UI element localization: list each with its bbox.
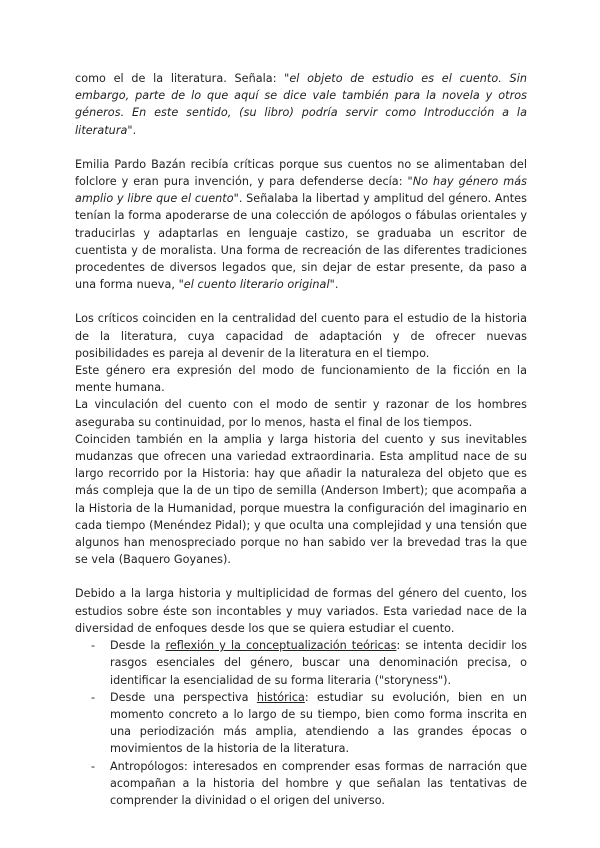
paragraph-criticos: Los críticos coinciden en la centralidad del cuento para el estudio de la historia de la literatura, cuya capacidad de adaptación y de ofrecer nuevas posibilidades es pareja al devenir de la literatura en el tiempo. bbox=[75, 312, 527, 360]
quote-italic: el objeto de estudio es el cuento. Sin embargo, parte de lo que aquí se dice vale también para la novela y otros géneros. En este sentido, (su libro) podría servir como Introducción a la literatura bbox=[75, 72, 527, 137]
text-run: como el de la literatura. Señala: " bbox=[75, 72, 290, 85]
paragraph-genero-expresion: Este género era expresión del modo de funcionamiento de la ficción en la mente humana. bbox=[75, 364, 527, 395]
text-run: : estudiar su evolución, bien en un momento concreto a lo largo de su tiempo, bien como forma inscrita en una periodización más amplia, atendiendo a las grandes épocas o movimientos de la historia de la literatura. bbox=[110, 690, 527, 756]
paragraph-historia-amplia: Coinciden también en la amplia y larga historia del cuento y sus inevitables mudanzas que ofrecen una variedad extraordinaria. Esta amplitud nace de su largo recorrido por la Historia: hay que añadir la naturaleza del objeto que es más compleja que la de un tipo de semilla (Anderson Imbert); que acompaña a la Historia de la Humanidad, porque muestra la configuración del imaginario en cada tiempo (Menéndez Pidal); y que oculta una complejidad y una tensión que algunos han menospreciado porque no han sabido ver la brevedad tras la que se vela (Baquero Goyanes). bbox=[75, 432, 527, 567]
paragraph-vinculacion: La vinculación del cuento con el modo de sentir y razonar de los hombres aseguraba su continuidad, por lo menos, hasta el final de los tiempos. bbox=[75, 398, 527, 429]
list-item-antropologos bbox=[110, 758, 527, 810]
text-run: Antropólogos: interesados en comprender esas formas de narración que acompañan a la historia del hombre y que señalan las tentativas de comprender la divinidad o el origen del universo. bbox=[110, 759, 527, 807]
text-run: Emilia Pardo Bazán recibía críticas porque sus cuentos no se alimentaban del folclore y eran pura invención, y para defenderse decía: " bbox=[75, 157, 527, 189]
list-item-teorico bbox=[110, 637, 527, 689]
paragraph-pardo-bazan bbox=[75, 156, 527, 294]
quote-italic: el cuento literario original bbox=[183, 278, 330, 292]
approach-list bbox=[75, 637, 527, 809]
text-run: : se intenta decidir los rasgos esenciales del género, buscar una denominación precisa, o identificar la esencialidad de su forma literaria ("storyness"). bbox=[110, 639, 527, 687]
paragraph-intro-quote bbox=[75, 70, 527, 139]
text-run: Desde una perspectiva bbox=[110, 690, 257, 704]
text-run: ". bbox=[329, 278, 339, 292]
quote-italic: No hay género más amplio y libre que el cuento bbox=[75, 175, 527, 206]
underlined-term: histórica bbox=[256, 690, 305, 704]
text-run: ". Señalaba la libertad y amplitud del género. Antes tenían la forma apoderarse de una colección de apólogos o fábulas orientales y traducirlas y adaptarlas en lenguaje castizo, se graduaba un escritor de cuentista y de moralista. Una forma de recreación de las diferentes tradiciones procedentes de diversos legados que, sin dejar de estar presente, da paso a una forma nueva, " bbox=[75, 192, 527, 292]
paragraph-enfoques: Debido a la larga historia y multiplicidad de formas del género del cuento, los estudios sobre éste son incontables y muy variados. Esta variedad nace de la diversidad de enfoques desde los que se quiera estudiar el cuento. bbox=[75, 587, 527, 635]
text-run: Desde la bbox=[110, 639, 166, 653]
list-item-historico bbox=[110, 689, 527, 758]
text-run: ". bbox=[127, 123, 137, 137]
underlined-term: reflexión y la conceptualización teóricas bbox=[165, 639, 397, 653]
